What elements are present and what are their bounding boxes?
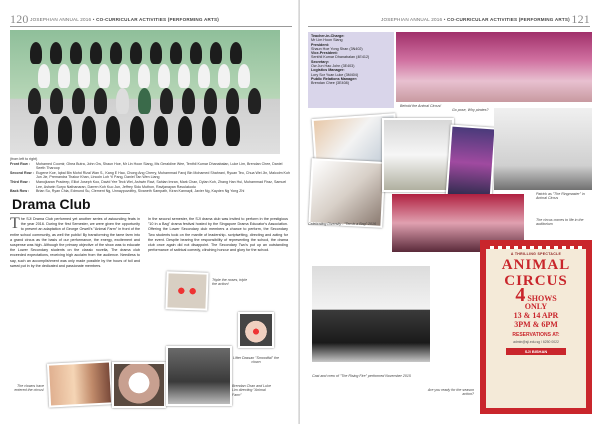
poster-reservations: RESERVATIONS AT: bbox=[512, 332, 560, 338]
left-page-number: 120 bbox=[10, 12, 29, 26]
names-row-second: Second Row : Eugene Koe, Iqbal Bin Mohd Rizal Wan S., Kang E Hao, Chong Ang Cherry, Muhammad Faroj Bin Mohamed Shahrani, Ryuan Teo, Chua Wei Jin, Malcolm Koh Jun Jie, Premandra Thakur Khan, Lincoln Loh Yi Pang, Daniel Tan Wen Liang bbox=[10, 170, 290, 180]
right-header-section: CO-CURRICULAR ACTIVITIES (PERFORMING ARTS) bbox=[447, 17, 570, 22]
noses-photo bbox=[165, 271, 208, 310]
poster-shows-only: ONLY bbox=[524, 302, 548, 311]
left-header-publication: JOSEPHIAN ANNUAL 2016 bbox=[30, 17, 92, 22]
caption-ringmaster: Patrick as "The Ringmaster" in Animal Circus bbox=[536, 192, 585, 201]
left-header: 120 JOSEPHIAN ANNUAL 2016 • CO-CURRICULAR ACTIVITIES (PERFORMING ARTS) bbox=[10, 12, 219, 26]
right-header-rule bbox=[308, 26, 590, 27]
names-order-note: (from left to right) bbox=[10, 157, 38, 161]
page-title: Drama Club bbox=[12, 196, 91, 212]
caption-ready: Are you ready for the season action? bbox=[427, 388, 474, 397]
poster-ribbon: A THRILLING SPECTACLE bbox=[510, 252, 562, 256]
group-photo bbox=[10, 30, 280, 154]
committee-name: Brendan Chee (3E408) bbox=[311, 81, 349, 86]
article-column-2 bbox=[148, 217, 288, 253]
dropcap: T bbox=[10, 215, 20, 232]
caption-noses: Triple the noses, triple the action! bbox=[212, 278, 248, 287]
caption-brendan: Brendan Chan and Luke Lim directing "Animal Farm" bbox=[232, 384, 271, 397]
article-paragraph-2: In the second semester, the SJI drama club was invited to perform in the prestigious "10 in a Bag" drama festival hosted by the Singapore Drama Educator's Association. Offering the Lower Secondary club members a chance to perform, the Secondary Two students took on the mantle of leadership- scriptwriting, directing and acting for the event. Despite bearing the responsibility of representing the school, the drama club once again did not disappoint. The Secondary Two's put up an outstanding performance of satirical comedy, clinching honour and glory for the school. bbox=[148, 217, 288, 253]
poster-title-line-2: CIRCUS bbox=[504, 273, 568, 289]
names-row-back: Back Row : Brian Su, Ryan Chia, Edmund Su, Clement Ng, Unnaypuvolthy, Sivaneth Sampath, Kiran Kannayil, Javier Ng, Kayden Ng Yong Zhi bbox=[10, 189, 245, 194]
committee-name: Shaun Hoe Yong Shan (3N402) bbox=[311, 46, 363, 51]
ringmaster-photo bbox=[494, 108, 592, 190]
poster-dates: 13 & 14 APR bbox=[513, 311, 559, 320]
poster-contact: admin@sji.edu.sg / 6250 0022 bbox=[513, 340, 559, 344]
celebrating-photo-3 bbox=[382, 118, 454, 192]
caption-audience: The circus comes to life in the auditorium bbox=[536, 218, 584, 227]
committee-role: Logistics Manager: bbox=[311, 68, 345, 73]
article-paragraph-1: he SJI Drama Club performed yet another series of astounding feats in the year 2016. During the first Semester, we were given the opportunity to present an adaptation of George Orwell's "Animal Farm" in front of the entire school community, as well the public! By transforming the tame farm into a grand circus as the basis of our performance, the energy, excitement and suspense was high. Although the primary objective of the show was to educate the Lower Secondary students on the classic novella, The drama club exceeded expectations, receiving high acclaim from the audience. Needless to say, such an accomplishment was only made possible by the hours of toil and sweat put in by the dedicated and passionate members. bbox=[10, 217, 140, 268]
committee-role: Public Relations Manager: bbox=[311, 76, 358, 81]
names-row-third: Third Row : Manojkaran Pradeep, Elliot Joseph Koo, David Yee Teck Wei, Ashwin Ravi, Sahlan Imran, Mark Chan, Dylan Koh, Zhang Han Hui, Muhammad Firaz, Samuel Lee, Ashwin Suryo Nathanaran, Darren Koh Kuo Jun, Jeffrey Sidu Muthon, Ravijanayan Ravulakodu bbox=[10, 179, 287, 189]
right-header-publication: JOSEPHIAN ANNUAL 2016 bbox=[381, 17, 443, 22]
animal-circus-poster bbox=[480, 240, 592, 414]
caption-diversity: Celebrating Diversity - "Ten in a Bag" 2016 bbox=[308, 222, 376, 226]
pirate-photo bbox=[445, 124, 496, 201]
poster-shows-number: 4 bbox=[515, 284, 526, 306]
committee-name: Ow Jun Hao John (3E403) bbox=[311, 64, 355, 69]
committee-role: President: bbox=[311, 42, 330, 47]
directing-photo bbox=[166, 346, 232, 406]
caption-behold: Behold the Animal Circus! bbox=[400, 104, 442, 108]
names-row-front: Front Row : Mohamed Coomir, Ghea Butra, John Ow, Shaun Hoe, Mr Lin Hoon Siang, Ms Geraldine Wee, Tenthil Kumar Dhanabalan, Luke Lim, Brendan Chee, Daniel Seeth Tharoop bbox=[10, 161, 283, 171]
poster-times: 3PM & 6PM bbox=[514, 320, 558, 329]
committee-name: Senthil Kumar Dhanabalan (4E412) bbox=[311, 55, 370, 60]
dassan-photo bbox=[238, 312, 274, 348]
committee-role: Vice-President: bbox=[311, 51, 338, 56]
poster-shows-word: SHOWS bbox=[527, 294, 557, 303]
poster-inner bbox=[486, 246, 586, 408]
caption-go-pose: Go pose, Why pirates? bbox=[452, 108, 489, 112]
cast-crew-photo bbox=[312, 266, 430, 362]
committee-role: Secretary: bbox=[311, 59, 330, 64]
title-rule bbox=[10, 213, 130, 214]
left-header-rule bbox=[10, 26, 292, 27]
article-column-1 bbox=[10, 217, 140, 269]
stage-circus-photo bbox=[396, 32, 592, 102]
caption-cast: Cast and crew of "The Rising Fire" performed November 2015 bbox=[312, 374, 411, 378]
clown-face-photo bbox=[112, 362, 166, 408]
committee-role: Teacher-in-Charge: bbox=[311, 34, 345, 38]
committee-box bbox=[308, 32, 394, 108]
poster-title-line-1: ANIMAL bbox=[501, 257, 571, 273]
poster-stripes bbox=[486, 246, 586, 249]
caption-clowns: The clowns have entered the circus! bbox=[14, 384, 44, 393]
caption-dassan: Lifter Dassan "Smoodfal" the clown bbox=[233, 356, 279, 365]
poster-shows bbox=[486, 284, 586, 311]
right-page bbox=[300, 0, 600, 424]
committee-name: Lory Sor Yuan Luke (3M404) bbox=[311, 72, 359, 77]
clowns-photo bbox=[47, 360, 113, 407]
poster-venue: SJI BISHAN bbox=[506, 348, 566, 355]
left-header-section: CO-CURRICULAR ACTIVITIES (PERFORMING ARTS) bbox=[96, 17, 219, 22]
committee-name: Mr Lim Hoon Siang bbox=[311, 38, 343, 43]
group-photo-names bbox=[10, 157, 290, 194]
right-page-number: 121 bbox=[571, 12, 590, 26]
celebrating-photo-2 bbox=[308, 158, 385, 228]
right-header: JOSEPHIAN ANNUAL 2016 • CO-CURRICULAR ACTIVITIES (PERFORMING ARTS) 121 bbox=[381, 12, 590, 26]
